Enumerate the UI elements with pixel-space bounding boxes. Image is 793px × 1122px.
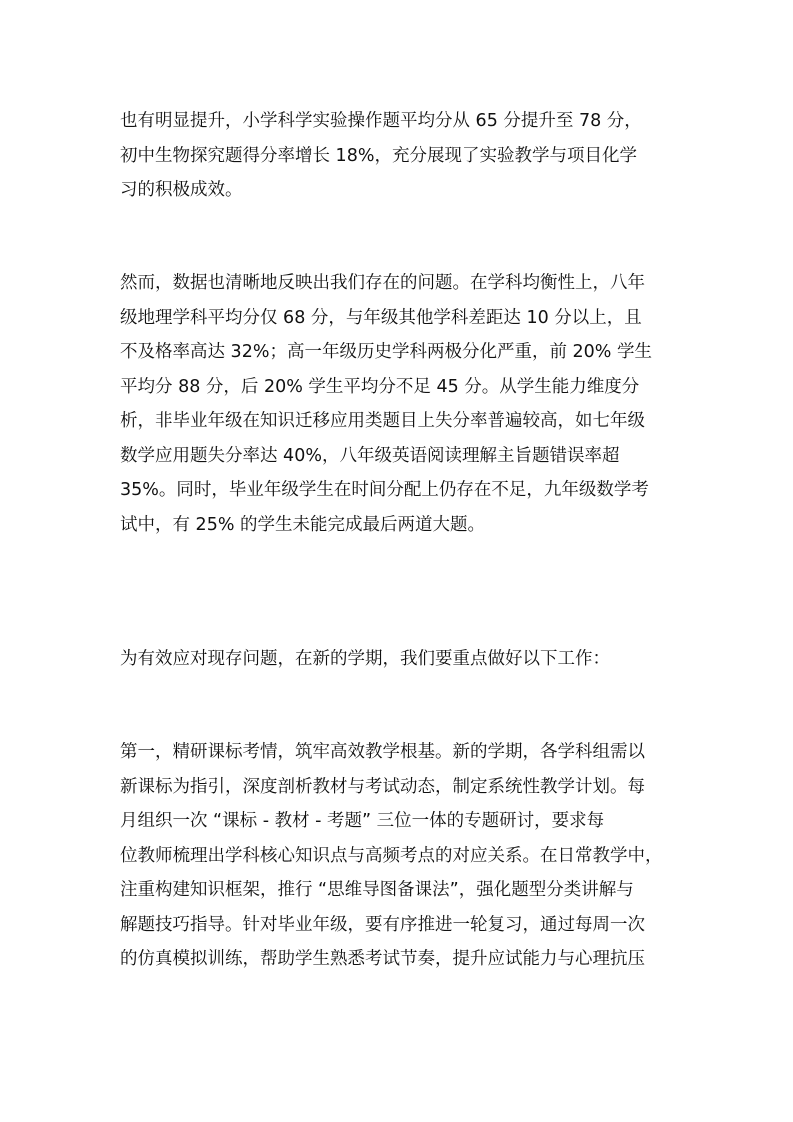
text-line: 初中生物探究题得分率增长 18%，充分展现了实验教学与项目化学 bbox=[120, 145, 637, 166]
paragraph-work-intro bbox=[120, 642, 680, 677]
text-line: 试中，有 25% 的学生未能完成最后两道大题。 bbox=[120, 514, 486, 535]
text-line: 第一，精研课标考情，筑牢高效教学根基。新的学期，各学科组需以 bbox=[120, 742, 645, 762]
text-line: 为有效应对现存问题，在新的学期，我们要重点做好以下工作： bbox=[120, 649, 610, 669]
text-line: 35%。同时，毕业年级学生在时间分配上仍存在不足，九年级数学考 bbox=[120, 480, 649, 500]
text-line: 解题技巧指导。针对毕业年级，要有序推进一轮复习，通过每周一次 bbox=[120, 914, 645, 935]
text-line: 的仿真模拟训练，帮助学生熟悉考试节奏，提升应试能力与心理抗压 bbox=[120, 949, 645, 969]
text-line: 注重构建知识框架，推行 “思维导图备课法”，强化题型分类讲解与 bbox=[120, 880, 634, 900]
text-line: 级地理学科平均分仅 68 分，与年级其他学科差距达 10 分以上，且 bbox=[120, 307, 642, 328]
paragraph-first-measure bbox=[120, 735, 680, 977]
text-line: 不及格率高达 32%；高一年级历史学科两极分化严重，前 20% 学生 bbox=[120, 342, 652, 362]
paragraph-existing-problems bbox=[120, 266, 680, 542]
text-line: 析，非毕业年级在知识迁移应用类题目上失分率普遍较高，如七年级 bbox=[120, 411, 645, 431]
text-line: 平均分 88 分，后 20% 学生平均分不足 45 分。从学生能力维度分 bbox=[120, 376, 640, 397]
text-line: 新课标为指引，深度剖析教材与考试动态，制定系统性教学计划。每 bbox=[120, 776, 645, 797]
text-line: 然而，数据也清晰地反映出我们存在的问题。在学科均衡性上，八年 bbox=[120, 273, 645, 293]
text-line: 数学应用题失分率达 40%，八年级英语阅读理解主旨题错误率超 bbox=[120, 445, 620, 466]
text-line: 月组织一次 “课标 - 教材 - 考题” 三位一体的专题研讨，要求每 bbox=[120, 811, 605, 831]
paragraph-experiment-results bbox=[120, 104, 680, 208]
text-line: 也有明显提升，小学科学实验操作题平均分从 65 分提升至 78 分， bbox=[120, 111, 642, 131]
text-line: 习的积极成效。 bbox=[120, 180, 243, 200]
text-line: 位教师梳理出学科核心知识点与高频考点的对应关系。在日常教学中， bbox=[120, 845, 663, 866]
